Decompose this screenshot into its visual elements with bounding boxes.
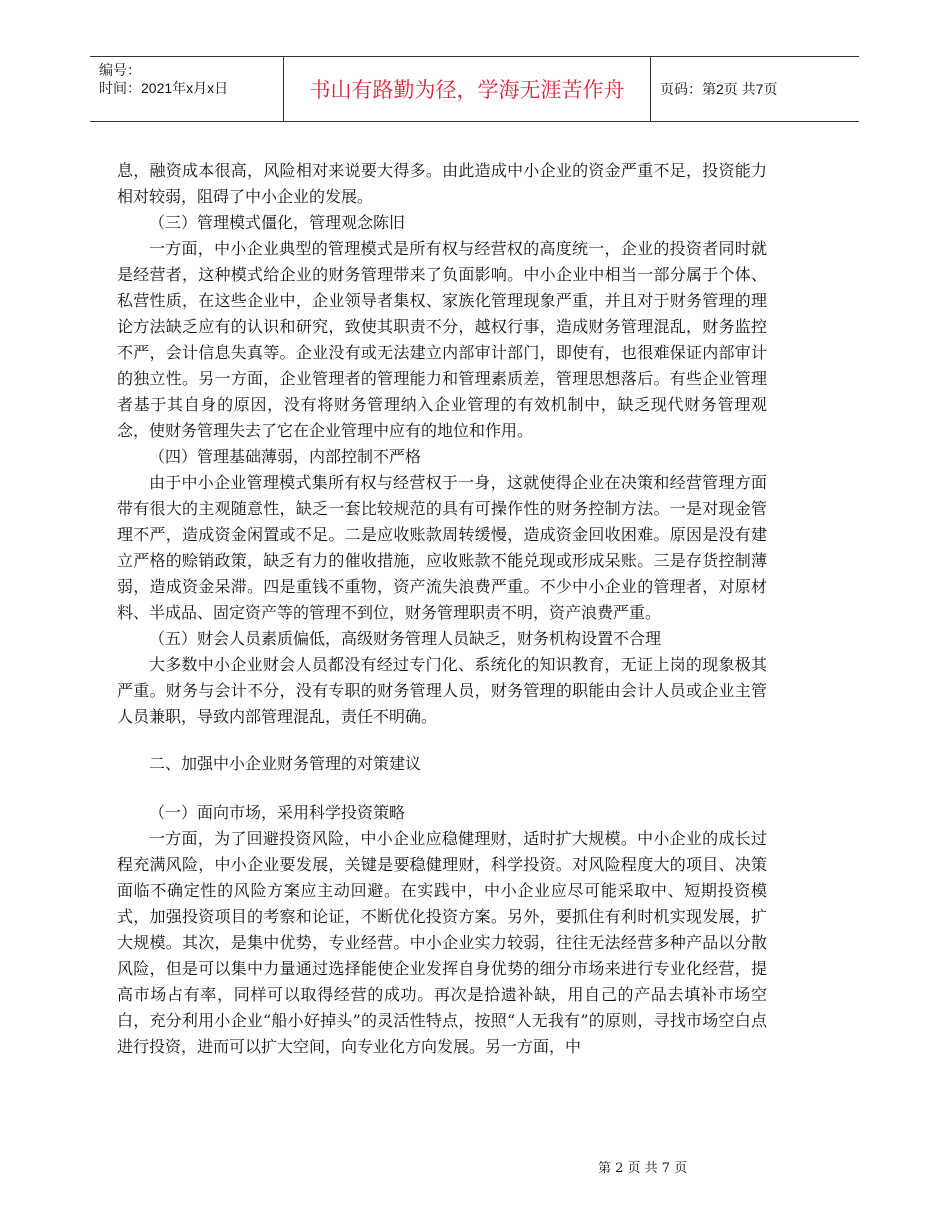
header-bottom-rule <box>90 121 859 122</box>
spacer <box>117 730 767 751</box>
header-number-label: 编号： <box>99 62 141 78</box>
paragraph-management-mode: 一方面，中小企业典型的管理模式是所有权与经营权的高度统一，企业的投资者同时就是经营者，这种模式给企业的财务管理带来了负面影响。中小企业中相当一部分属于个体、私营性质，在这些企业中，企业领导者集权、家族化管理现象严重，并且对于财务管理的理论方法缺乏应有的认识和研究，致使其职责不分，越权行事，造成财务管理混乱，财务监控不严，会计信息失真等。企业没有或无法建立内部审计部门，即使有，也很难保证内部审计的独立性。另一方面，企业管理者的管理能力和管理素质差，管理思想落后。有些企业管理者基于其自身的原因，没有将财务管理纳入企业管理的有效机制中，缺乏现代财务管理观念，使财务管理失去了它在企业管理中应有的地位和作用。 <box>117 239 767 440</box>
document-body <box>117 158 767 1060</box>
section-heading-4: （四）管理基础薄弱，内部控制不严格 <box>149 447 422 466</box>
paragraph-staff-quality: 大多数中小企业财会人员都没有经过专门化、系统化的知识教育，无证上岗的现象极其严重。财务与会计不分，没有专职的财务管理人员，财务管理的职能由会计人员或企业主管人员兼职，导致内部管理混乱，责任不明确。 <box>117 655 767 726</box>
page-footer: 第 2 页 共 7 页 <box>598 1161 688 1176</box>
header-top-rule <box>90 56 859 57</box>
paragraph-intro-continuation: 息，融资成本很高，风险相对来说要大得多。由此造成中小企业的资金严重不足，投资能力相对较弱，阻碍了中小企业的发展。 <box>117 161 767 206</box>
paragraph-investment-strategy: 一方面，为了回避投资风险，中小企业应稳健理财，适时扩大规模。中小企业的成长过程充满风险，中小企业要发展，关键是要稳健理财，科学投资。对风险程度大的项目、决策面临不确定性的风险方案应主动回避。在实践中，中小企业应尽可能采取中、短期投资模式，加强投资项目的考察和论证，不断优化投资方案。另外，要抓住有利时机实现发展，扩大规模。其次，是集中优势，专业经营。中小企业实力较弱，往往无法经营多种产品以分散风险，但是可以集中力量通过选择能使企业发挥自身优势的细分市场来进行专业化经营，提高市场占有率，同样可以取得经营的成功。再次是拾遗补缺，用自己的产品去填补市场空白，充分利用小企业“船小好掉头”的灵活性特点，按照“人无我有”的原则，寻找市场空白点进行投资，进而可以扩大空间，向专业化方向发展。另一方面，中 <box>117 829 767 1056</box>
header-divider-left <box>283 56 284 121</box>
section-heading-3: （三）管理模式僵化，管理观念陈旧 <box>149 213 406 232</box>
spacer <box>117 777 767 800</box>
header-motto: 书山有路勤为径，学海无涯苦作舟 <box>309 78 625 102</box>
section-heading-1: （一）面向市场，采用科学投资策略 <box>149 803 406 822</box>
section-heading-5: （五）财会人员素质偏低，高级财务管理人员缺乏，财务机构设置不合理 <box>149 629 662 648</box>
header-time-label: 时间：2021年x月x日 <box>99 80 229 96</box>
header-divider-right <box>650 56 651 121</box>
header-page-info: 页码：第2页 共7页 <box>660 81 778 97</box>
paragraph-internal-control: 由于中小企业管理模式集所有权与经营权于一身，这就使得企业在决策和经营管理方面带有很大的主观随意性，缺乏一套比较规范的具有可操作性的财务控制方法。一是对现金管理不严，造成资金闲置或不足。二是应收账款周转缓慢，造成资金回收困难。原因是没有建立严格的赊销政策，缺乏有力的催收措施，应收账款不能兑现或形成呆账。三是存货控制薄弱，造成资金呆滞。四是重钱不重物，资产流失浪费严重。不少中小企业的管理者，对原材料、半成品、固定资产等的管理不到位，财务管理职责不明，资产浪费严重。 <box>117 473 767 622</box>
chapter-heading-2: 二、加强中小企业财务管理的对策建议 <box>149 754 422 773</box>
